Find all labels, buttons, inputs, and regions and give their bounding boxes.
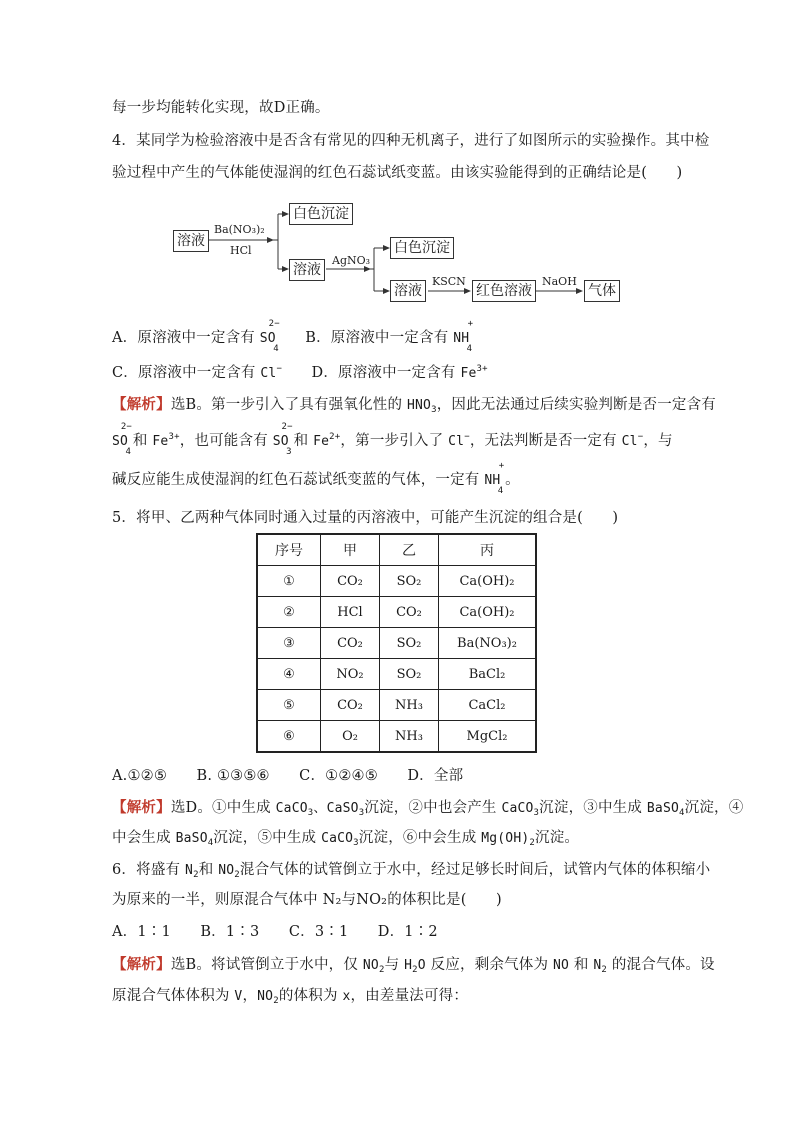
question-5: 5．将甲、乙两种气体同时通入过量的丙溶液中，可能产生沉淀的组合是( ) bbox=[112, 510, 619, 526]
gas-combination-table bbox=[256, 533, 537, 753]
reagent-ba-no3: Ba(NO₃)₂ bbox=[214, 223, 265, 236]
table-cell: SO₂ bbox=[380, 628, 439, 659]
table-row bbox=[257, 628, 536, 659]
table-cell: SO₂ bbox=[380, 566, 439, 597]
table-header-cell: 乙 bbox=[380, 534, 439, 566]
table-row bbox=[257, 659, 536, 690]
box-start-solution: 溶液 bbox=[173, 230, 209, 252]
box-gas: 气体 bbox=[584, 280, 620, 302]
question-4-line-1: 4．某同学为检验溶液中是否含有常见的四种无机离子，进行了如图所示的实验操作。其中检 bbox=[112, 133, 710, 149]
q6-analysis-line-1: 【解析】选B。将试管倒立于水中，仅 $NO_2$与 $H_2O$ 反应，剩余气体为 NO 和 $N_2$ 的混合气体。设 bbox=[112, 956, 715, 975]
box-solution-2: 溶液 bbox=[289, 259, 325, 281]
q4-options-cd: C．原溶液中一定含有 Cl− D．原溶液中一定含有 $Fe^{3+}$ bbox=[112, 364, 488, 381]
q4-analysis-line-3: 碱反应能生成使湿润的红色石蕊试纸变蓝的气体，一定有 NH + 4 。 bbox=[112, 461, 520, 496]
table-cell: ④ bbox=[257, 659, 321, 690]
table-cell: NO₂ bbox=[321, 659, 380, 690]
table-cell: CO₂ bbox=[380, 597, 439, 628]
table-cell: ② bbox=[257, 597, 321, 628]
reagent-naoh: NaOH bbox=[542, 275, 577, 288]
table-cell: Ba(NO₃)₂ bbox=[439, 628, 537, 659]
reagent-hcl: HCl bbox=[230, 244, 252, 257]
table-cell: MgCl₂ bbox=[439, 721, 537, 753]
reagent-agno3: AgNO₃ bbox=[332, 254, 371, 267]
table-cell: NH₃ bbox=[380, 690, 439, 721]
box-white-precipitate-1: 白色沉淀 bbox=[289, 203, 353, 225]
q4-analysis-line-2: SO 2− 4 和 $Fe^{3+}$，也可能含有 SO 2− 3 和 $Fe^{2+}$，第一步引入了 Cl−，无法判断是否一定有 Cl−，与 bbox=[112, 422, 673, 457]
q6-analysis-line-2: 原混合气体体积为 V，$NO_2$的体积为 x，由差量法可得： bbox=[112, 988, 469, 1006]
question-4-line-2: 验过程中产生的气体能使湿润的红色石蕊试纸变蓝。由该实验能得到的正确结论是( ) bbox=[112, 165, 683, 181]
reagent-kscn: KSCN bbox=[432, 275, 466, 288]
table-cell: CO₂ bbox=[321, 628, 380, 659]
table-header-cell: 甲 bbox=[321, 534, 380, 566]
table-cell: Ca(OH)₂ bbox=[439, 597, 537, 628]
question-6-line-2: 为原来的一半，则原混合气体中 N₂与NO₂的体积比是( ) bbox=[112, 892, 502, 908]
table-header-row bbox=[257, 534, 536, 566]
q5-analysis-line-1: 【解析】选D。①中生成 CaCO$_3$、CaSO$_3$沉淀，②中也会产生 CaCO$_3$沉淀，③中生成 BaSO$_4$沉淀，④ bbox=[112, 799, 744, 818]
q5-options: A.①②⑤ B. ①③⑤⑥ C．①②④⑤ D．全部 bbox=[112, 768, 464, 784]
table-row bbox=[257, 721, 536, 753]
table-cell: SO₂ bbox=[380, 659, 439, 690]
table-cell: ③ bbox=[257, 628, 321, 659]
table-cell: Ca(OH)₂ bbox=[439, 566, 537, 597]
box-red-solution: 红色溶液 bbox=[472, 280, 536, 302]
table-row bbox=[257, 690, 536, 721]
box-white-precipitate-2: 白色沉淀 bbox=[390, 237, 454, 259]
q4-analysis-line-1: 【解析】选B。第一步引入了具有强氧化性的 $HNO_3$，因此无法通过后续实验判断是否一定含有 bbox=[112, 396, 717, 415]
table-cell: CO₂ bbox=[321, 690, 380, 721]
table-cell: NH₃ bbox=[380, 721, 439, 753]
flow-diagram bbox=[170, 198, 630, 308]
table-row bbox=[257, 566, 536, 597]
question-6-line-1: 6．将盛有 $N_2$和 $NO_2$混合气体的试管倒立于水中，经过足够长时间后，试管内气体的体积缩小 bbox=[112, 862, 711, 880]
table-cell: HCl bbox=[321, 597, 380, 628]
table-header-cell: 丙 bbox=[439, 534, 537, 566]
q6-options: A．1∶1 B．1∶3 C．3∶1 D．1∶2 bbox=[112, 924, 438, 940]
table-cell: O₂ bbox=[321, 721, 380, 753]
table-cell: BaCl₂ bbox=[439, 659, 537, 690]
table-header-cell: 序号 bbox=[257, 534, 321, 566]
table-cell: ⑤ bbox=[257, 690, 321, 721]
table-cell: CO₂ bbox=[321, 566, 380, 597]
table-cell: ① bbox=[257, 566, 321, 597]
table-cell: CaCl₂ bbox=[439, 690, 537, 721]
box-solution-3: 溶液 bbox=[390, 280, 426, 302]
table-cell: ⑥ bbox=[257, 721, 321, 753]
q4-options-ab: A．原溶液中一定含有 SO 2− 4 B．原溶液中一定含有 NH + 4 bbox=[112, 319, 474, 354]
q5-analysis-line-2: 中会生成 BaSO$_4$沉淀，⑤中生成 CaCO$_3$沉淀，⑥中会生成 $Mg(OH)_2$沉淀。 bbox=[112, 830, 580, 848]
text-line: 每一步均能转化实现，故D正确。 bbox=[112, 100, 330, 116]
table-row bbox=[257, 597, 536, 628]
